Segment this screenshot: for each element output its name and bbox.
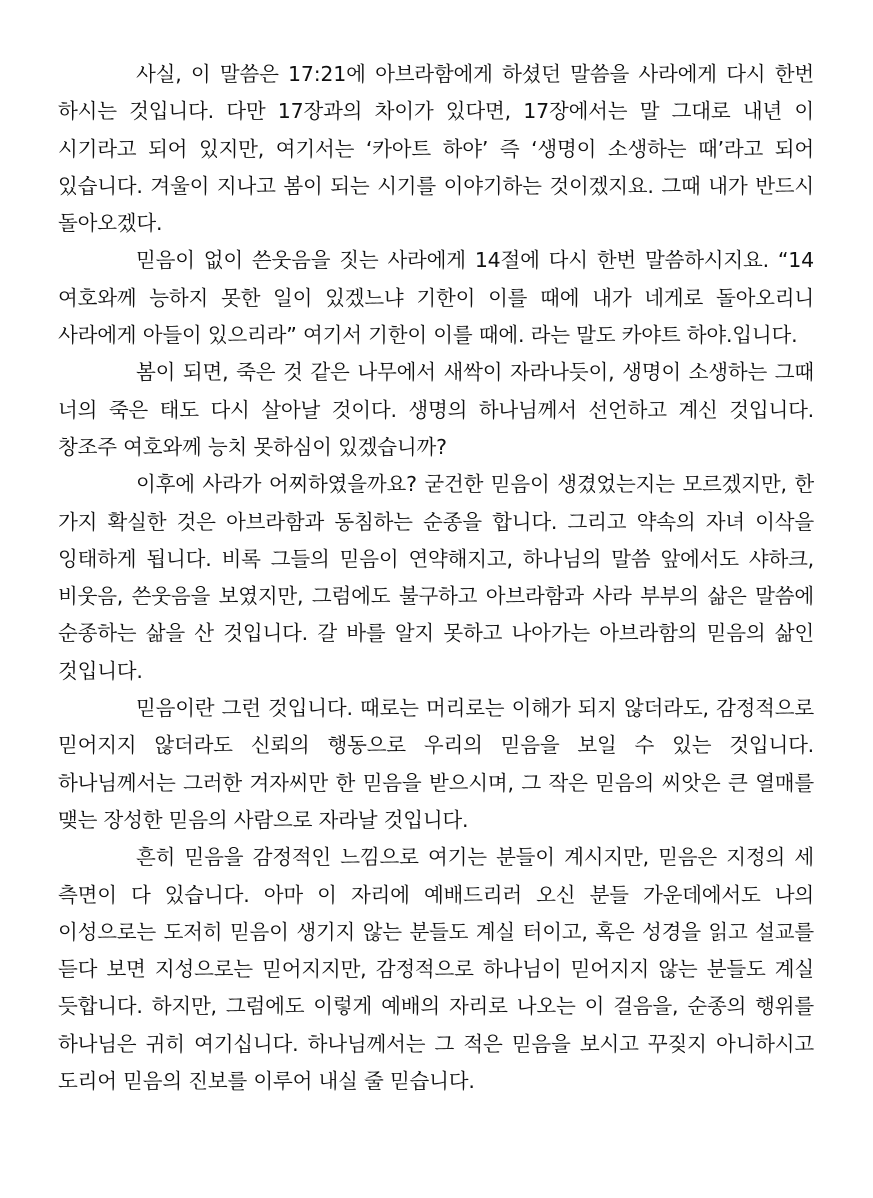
- paragraph-6: 흔히 믿음을 감정적인 느낌으로 여기는 분들이 계시지만, 믿음은 지정의 세 측면이 다 있습니다. 아마 이 자리에 예배드리러 오신 분들 가운데에서도 나의 이성으로는 도저히 믿음이 생기지 않는 분들도 계실 터이고, 혹은 성경을 읽고 설교를 듣다 보면 지성으로는 믿어지지만, 감정적으로 하나님이 믿어지지 않는 분들도 계실 듯합니다. 하지만, 그럼에도 이렇게 예배의 자리로 나오는 이 걸음을, 순종의 행위를 하나님은 귀히 여기십니다. 하나님께서는 그 적은 믿음을 보시고 꾸짖지 아니하시고 도리어 믿음의 진보를 이루어 내실 줄 믿습니다.: [58, 845, 814, 1094]
- paragraph-4: 이후에 사라가 어찌하였을까요? 굳건한 믿음이 생겼었는지는 모르겠지만, 한 가지 확실한 것은 아브라함과 동침하는 순종을 합니다. 그리고 약속의 자녀 이삭을 잉태하게 됩니다. 비록 그들의 믿음이 연약해지고, 하나님의 말씀 앞에서도 샤하크, 비웃음, 쓴웃음을 보였지만, 그럼에도 불구하고 아브라함과 사라 부부의 삶은 말씀에 순종하는 삶을 산 것입니다. 갈 바를 알지 못하고 나아가는 아브라함의 믿음의 삶인 것입니다.: [58, 472, 814, 683]
- document-page: [58, 56, 814, 1100]
- paragraph-1: 사실, 이 말씀은 17:21에 아브라함에게 하셨던 말씀을 사라에게 다시 한번 하시는 것입니다. 다만 17장과의 차이가 있다면, 17장에서는 말 그대로 내년 이 시기라고 되어 있지만, 여기서는 ‘카아트 하야’ 즉 ‘생명이 소생하는 때’라고 되어 있습니다. 겨울이 지나고 봄이 되는 시기를 이야기하는 것이겠지요. 그때 내가 반드시 돌아오겠다.: [58, 62, 814, 236]
- paragraph-3: 봄이 되면, 죽은 것 같은 나무에서 새싹이 자라나듯이, 생명이 소생하는 그때 너의 죽은 태도 다시 살아날 것이다. 생명의 하나님께서 선언하고 계신 것입니다. 창조주 여호와께 능치 못하심이 있겠습니까?: [58, 360, 814, 459]
- paragraph-5: 믿음이란 그런 것입니다. 때로는 머리로는 이해가 되지 않더라도, 감정적으로 믿어지지 않더라도 신뢰의 행동으로 우리의 믿음을 보일 수 있는 것입니다. 하나님께서는 그러한 겨자씨만 한 믿음을 받으시며, 그 작은 믿음의 씨앗은 큰 열매를 맺는 장성한 믿음의 사람으로 자라날 것입니다.: [58, 696, 814, 832]
- paragraph-2: 믿음이 없이 쓴웃음을 짓는 사라에게 14절에 다시 한번 말씀하시지요. “14 여호와께 능하지 못한 일이 있겠느냐 기한이 이를 때에 내가 네게로 돌아오리니 사라에게 아들이 있으리라” 여기서 기한이 이를 때에. 라는 말도 카야트 하야.입니다.: [58, 248, 814, 348]
